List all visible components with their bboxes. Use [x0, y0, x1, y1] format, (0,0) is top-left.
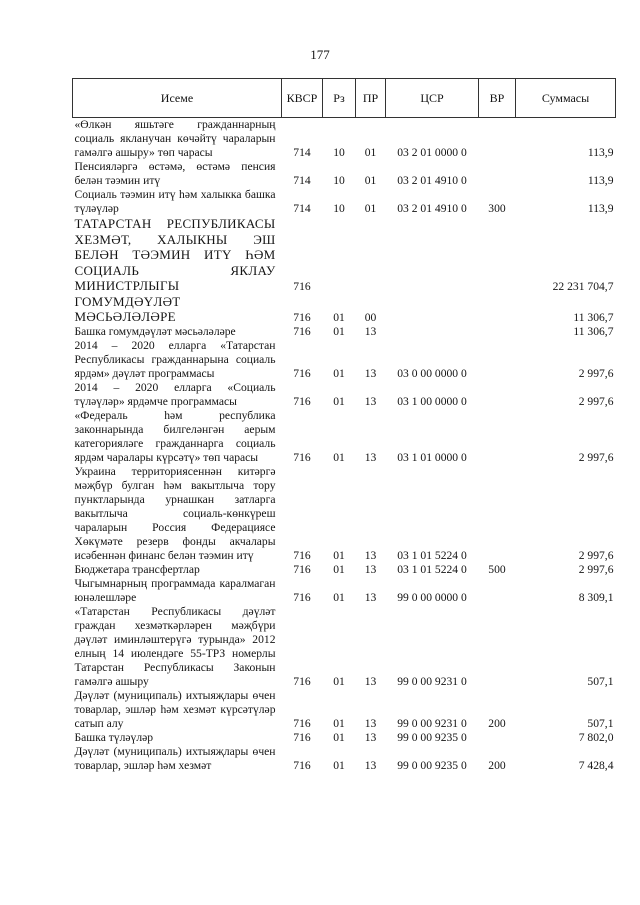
cell-pr: 13 [364, 562, 377, 576]
cell-csr: 99 0 00 9231 0 [397, 674, 467, 688]
cell-name: Чыгымнарның программада каралмаган юнәлешләре [74, 576, 276, 604]
cell-kvsr: 716 [293, 366, 311, 380]
cell-sum: 507,1 [587, 716, 614, 730]
cell-csr [386, 325, 479, 339]
page-number: 177 [310, 47, 330, 62]
cell-name: Социаль тәэмин итү һәм халыкка башка түләүләр [74, 188, 276, 215]
header-kvsr: КВСР [282, 79, 323, 118]
cell-csr: 99 0 00 9235 0 [397, 730, 467, 744]
cell-rz: 01 [333, 730, 345, 744]
cell-name: Башка түләүләр [74, 730, 154, 744]
table-row [73, 294, 616, 325]
table-row [73, 339, 616, 381]
cell-rz: 01 [333, 310, 345, 324]
table-row [73, 188, 616, 216]
cell-csr: 99 0 00 9235 0 [397, 758, 467, 772]
header-pr: ПР [356, 79, 386, 118]
cell-rz: 01 [333, 324, 345, 338]
cell-csr [386, 216, 479, 294]
cell-kvsr: 714 [293, 146, 311, 159]
cell-name: «Өлкән яшьтәге гражданнарның социаль якланучан көчәйтү чараларын гамәлгә ашыру» төп чарасы [74, 118, 276, 159]
cell-rz [323, 216, 356, 294]
cell-rz: 10 [333, 174, 345, 187]
cell-csr: 99 0 00 9231 0 [397, 716, 467, 730]
header-name: Исеме [73, 79, 282, 118]
cell-csr: 03 1 01 5224 0 [397, 548, 467, 562]
cell-vr [479, 216, 516, 294]
cell-kvsr: 716 [293, 324, 311, 338]
cell-sum: 22 231 704,7 [552, 279, 614, 293]
cell-rz: 10 [333, 202, 345, 215]
cell-name: Дәүләт (муниципаль) ихтыяҗлары өчен товарлар, эшләр һәм хезмәт күрсәтүләр сатып алу [74, 688, 276, 730]
cell-csr: 03 2 01 4910 0 [397, 174, 467, 187]
cell-sum: 2 997,6 [578, 450, 614, 464]
cell-pr: 13 [364, 674, 377, 688]
cell-vr [479, 577, 516, 605]
cell-kvsr: 716 [293, 730, 311, 744]
cell-vr [479, 605, 516, 689]
table-row [73, 689, 616, 731]
cell-pr: 01 [364, 174, 377, 187]
cell-sum: 113,9 [587, 146, 614, 159]
cell-rz: 01 [333, 716, 345, 730]
cell-vr: 200 [488, 716, 506, 730]
table-row [73, 465, 616, 563]
cell-name: «Татарстан Республикасы дәүләт граждан хезмәткәрләрен мәҗбүри дәүләт иминләштерүгә турында» 2012 елның 14 июлендәге 55-ТРЗ номерлы Татарстан Республикасы Законын гамәлгә ашыру [74, 604, 276, 688]
cell-pr: 13 [364, 324, 377, 338]
table-body [73, 118, 616, 773]
cell-sum: 2 997,6 [578, 562, 614, 576]
cell-sum: 113,9 [587, 202, 614, 215]
cell-pr: 13 [364, 716, 377, 730]
cell-sum: 507,1 [587, 674, 614, 688]
cell-vr: 300 [488, 202, 506, 215]
cell-kvsr: 716 [293, 450, 311, 464]
cell-csr [386, 294, 479, 325]
cell-kvsr: 716 [293, 758, 311, 772]
table-row [73, 577, 616, 605]
cell-pr: 01 [364, 202, 377, 215]
header-csr: ЦСР [386, 79, 479, 118]
cell-rz: 01 [333, 366, 345, 380]
cell-kvsr: 714 [293, 174, 311, 187]
table-row [73, 118, 616, 161]
cell-vr: 200 [488, 758, 506, 772]
cell-sum: 2 997,6 [578, 548, 614, 562]
cell-sum: 7 802,0 [578, 730, 614, 744]
cell-sum: 2 997,6 [578, 366, 614, 380]
cell-pr: 13 [364, 590, 377, 604]
cell-vr [479, 381, 516, 409]
cell-vr [479, 294, 516, 325]
cell-csr: 03 2 01 0000 0 [397, 146, 467, 159]
table-row [73, 563, 616, 577]
cell-pr: 00 [364, 310, 377, 324]
table-row [73, 325, 616, 339]
table-row [73, 216, 616, 294]
cell-name: Башка гомумдәүләт мәсьәләләре [74, 324, 236, 338]
cell-sum: 2 997,6 [578, 394, 614, 408]
cell-vr [479, 325, 516, 339]
cell-rz: 01 [333, 548, 345, 562]
cell-name: 2014 – 2020 елларга «Социаль түләүләр» ярдәмче программасы [74, 380, 276, 408]
cell-name: Бюджетара трансфертлар [74, 562, 200, 576]
cell-kvsr: 716 [293, 548, 311, 562]
cell-rz: 10 [333, 146, 345, 159]
cell-kvsr: 716 [293, 674, 311, 688]
cell-vr: 500 [488, 562, 506, 576]
cell-pr: 01 [364, 146, 377, 159]
cell-vr [479, 731, 516, 745]
cell-csr: 03 1 01 5224 0 [397, 562, 467, 576]
cell-rz: 01 [333, 758, 345, 772]
cell-csr: 99 0 00 0000 0 [397, 590, 467, 604]
header-rz: Рз [323, 79, 356, 118]
cell-vr [479, 409, 516, 465]
cell-vr [479, 339, 516, 381]
table-row [73, 160, 616, 188]
cell-name: Украина территориясеннән китәргә мәҗбүр булган һәм вакытлыча тору пунктларында урнашкан затларга вакытлыча социаль-көнкүреш чараларын Россия Федерациясе Хөкүмәте резерв фонды акчалары исәбеннән финанс белән тәэмин итү [74, 464, 276, 562]
table-row [73, 409, 616, 465]
table-row [73, 745, 616, 773]
budget-table [72, 78, 616, 773]
cell-rz: 01 [333, 590, 345, 604]
cell-csr: 03 0 00 0000 0 [397, 366, 467, 380]
cell-sum: 8 309,1 [578, 590, 614, 604]
cell-pr: 13 [364, 758, 377, 772]
cell-csr: 03 1 00 0000 0 [397, 394, 467, 408]
cell-sum: 7 428,4 [578, 758, 614, 772]
cell-sum: 113,9 [587, 174, 614, 187]
cell-kvsr: 716 [293, 562, 311, 576]
cell-kvsr: 716 [293, 394, 311, 408]
cell-rz: 01 [333, 562, 345, 576]
cell-name: Пенсияләргә өстәмә, өстәмә пенсия белән тәэмин итү [74, 160, 276, 187]
table-row [73, 731, 616, 745]
header-sum: Суммасы [516, 79, 616, 118]
cell-kvsr: 716 [293, 590, 311, 604]
cell-kvsr: 716 [293, 716, 311, 730]
cell-pr: 13 [364, 394, 377, 408]
cell-sum: 11 306,7 [573, 324, 614, 338]
cell-kvsr: 714 [293, 202, 311, 215]
cell-kvsr: 716 [293, 279, 311, 293]
cell-vr [479, 118, 516, 161]
table-row [73, 605, 616, 689]
cell-rz: 01 [333, 394, 345, 408]
cell-csr: 03 1 01 0000 0 [397, 450, 467, 464]
table-row [73, 381, 616, 409]
cell-pr [356, 216, 386, 294]
cell-name: Дәүләт (муниципаль) ихтыяҗлары өчен товарлар, эшләр һәм хезмәт [74, 744, 276, 772]
cell-pr: 13 [364, 366, 377, 380]
table-header-row [73, 79, 616, 118]
cell-name: 2014 – 2020 елларга «Татарстан Республикасы гражданнарына социаль ярдәм» дәүләт программасы [74, 338, 276, 380]
cell-pr: 13 [364, 548, 377, 562]
header-vr: ВР [479, 79, 516, 118]
cell-vr [479, 465, 516, 563]
cell-pr: 13 [364, 450, 377, 464]
cell-csr: 03 2 01 4910 0 [397, 202, 467, 215]
cell-vr [479, 160, 516, 188]
cell-kvsr: 716 [293, 310, 311, 324]
cell-name: «Федераль һәм республика законнарында билгеләнгән аерым категорияләге гражданнарга социаль ярдәм чаралары күрсәтү» төп чарасы [74, 408, 276, 464]
cell-rz: 01 [333, 674, 345, 688]
cell-name: ГОМУМДӘҮЛӘТ МӘСЬӘЛӘЛӘРЕ [74, 293, 181, 324]
cell-pr: 13 [364, 730, 377, 744]
cell-name: ТАТАРСТАН РЕСПУБЛИКАСЫ ХЕЗМӘТ, ХАЛЫКНЫ ЭШ БЕЛӘН ТӘЭМИН ИТҮ ҺӘМ СОЦИАЛЬ ЯКЛАУ МИНИСТРЛЫГЫ [74, 216, 276, 293]
cell-sum: 11 306,7 [573, 310, 614, 324]
cell-rz: 01 [333, 450, 345, 464]
